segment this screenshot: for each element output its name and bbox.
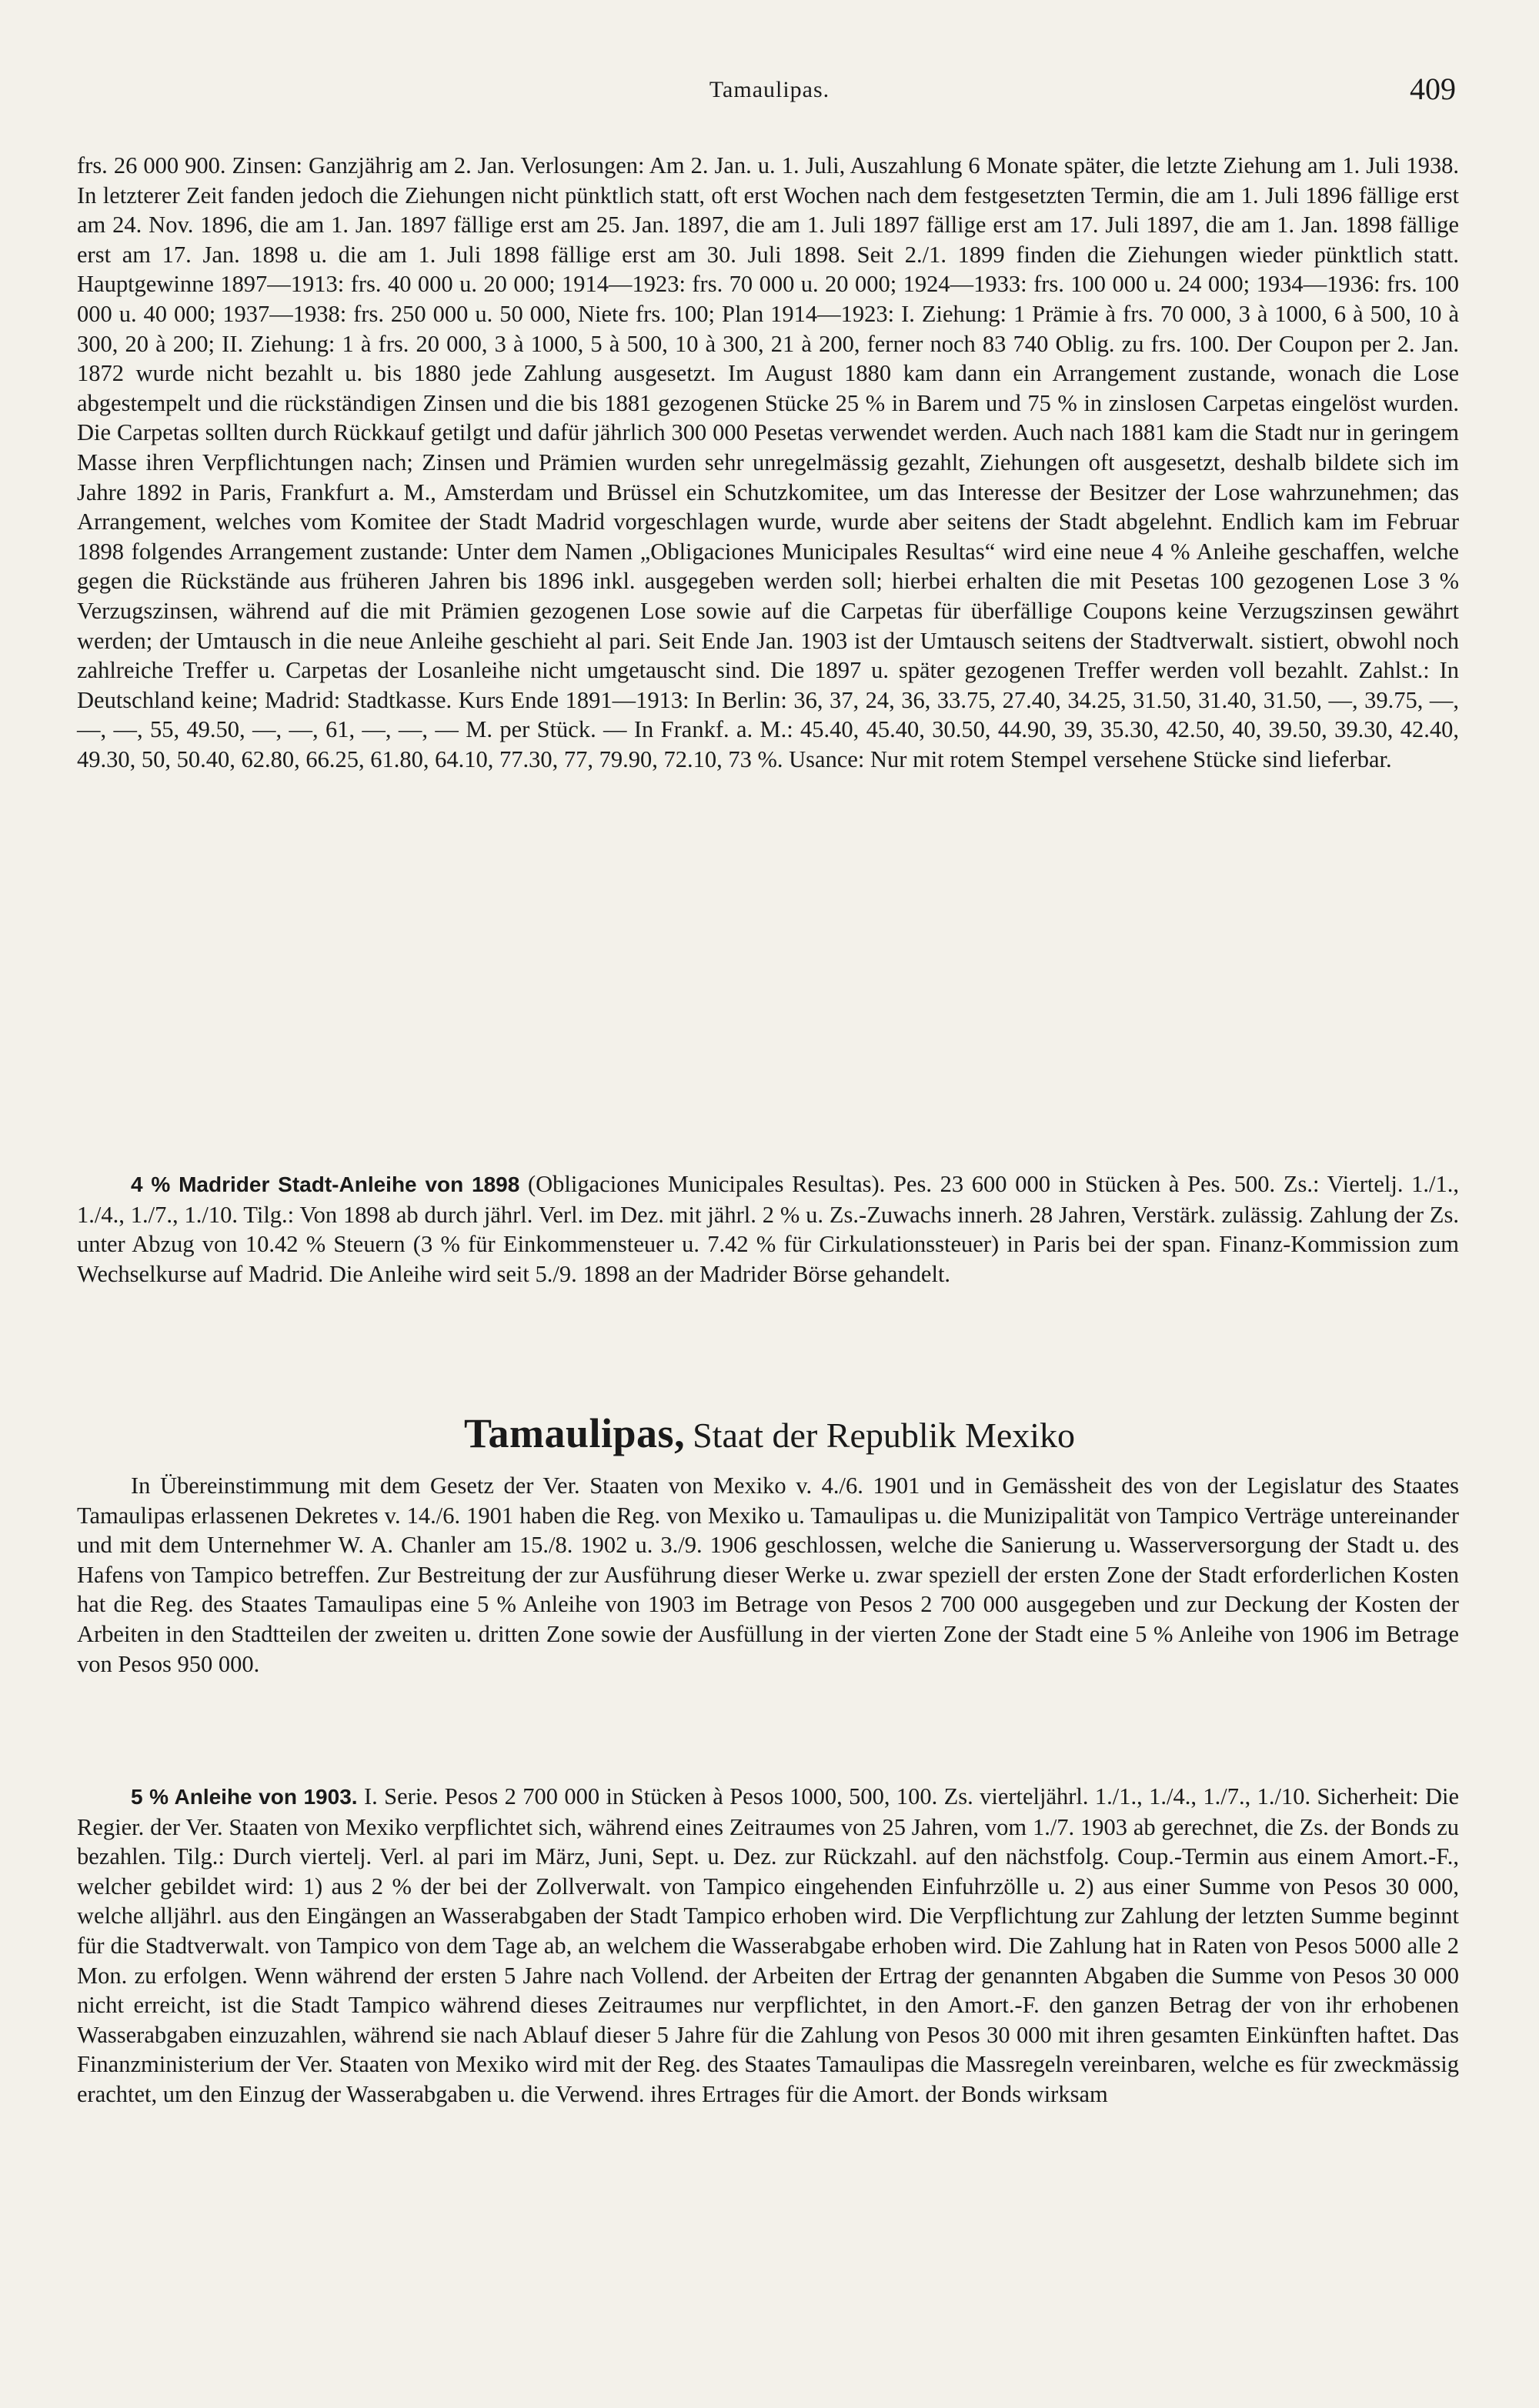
section-subtitle: Staat der Republik Mexiko — [693, 1416, 1076, 1455]
madrid-1898-loan-title: 4 % Madrider Stadt-Anleihe von 1898 — [131, 1172, 520, 1196]
tamaulipas-intro-paragraph: In Übereinstimmung mit dem Gesetz der Ver. Staaten von Mexiko v. 4./6. 1901 und in Gemässheit des von der Legislatur des Staates Tamaulipas erlassenen Dekretes v. 14./6. 1901 haben die Reg. von Mexiko u. Tamaulipas u. die Munizipalität von Tampico Verträge untereinander und mit dem Unternehmer W. A. Chanler am 15./8. 1902 u. 3./9. 1906 geschlossen, welche die Sanierung u. Wasserversorgung der Stadt u. des Hafens von Tampico betreffen. Zur Bestreitung der zur Ausführung dieser Werke u. zwar speziell der ersten Zone der Stadt erforderlichen Kosten hat die Reg. des Staates Tamaulipas eine 5 % Anleihe von 1903 im Betrage von Pesos 2 700 000 ausgegeben und zur Deckung der Kosten der Arbeiten in den Stadtteilen der zweiten u. dritten Zone sowie der Ausfüllung in der vierten Zone der Stadt eine 5 % Anleihe von 1906 im Betrage von Pesos 950 000. — [77, 1472, 1459, 1677]
tamaulipas-loan-title: 5 % Anleihe von 1903. — [131, 1785, 358, 1809]
madrid-1898-loan-paragraph — [77, 1169, 1459, 1289]
page-number: 409 — [1410, 72, 1456, 106]
section-heading — [77, 1409, 1462, 1457]
madrid-1898-loan-body: (Obligaciones Municipales Resultas). Pes. 23 600 000 in Stücken à Pes. 500. Zs.: Viertelj. 1./1., 1./4., 1./7., 1./10. Tilg.: Von 1898 ab durch jährl. Verl. im Dez. mit jährl. 2 % u. Zs.-Zuwachs innerh. 28 Jahren, Verstärk. zulässig. Zahlung der Zs. unter Abzug von 10.42 % Steuern (3 % für Einkommensteuer u. 7.42 % für Cirkulationssteuer) in Paris bei der span. Finanz-Kommission zum Wechselkurse auf Madrid. Die Anleihe wird seit 5./9. 1898 an der Madrider Börse gehandelt. — [77, 1171, 1459, 1287]
madrid-lottery-loan-paragraph: frs. 26 000 900. Zinsen: Ganzjährig am 2. Jan. Verlosungen: Am 2. Jan. u. 1. Juli, Auszahlung 6 Monate später, die letzte Ziehung am 1. Juli 1938. In letzterer Zeit fanden jedoch die Ziehungen nicht pünktlich statt, oft erst Wochen nach dem festgesetzten Termin, die am 1. Juli 1896 fällige erst am 24. Nov. 1896, die am 1. Jan. 1897 fällige erst am 25. Jan. 1897, die am 1. Juli 1897 fällige erst am 17. Juli 1897, die am 1. Jan. 1898 fällige erst am 17. Jan. 1898 u. die am 1. Juli 1898 fällige erst am 30. Juli 1898. Seit 2./1. 1899 finden die Ziehungen wieder pünktlich statt. Hauptgewinne 1897—1913: frs. 40 000 u. 20 000; 1914—1923: frs. 70 000 u. 20 000; 1924—1933: frs. 100 000 u. 24 000; 1934—1936: frs. 100 000 u. 40 000; 1937—1938: frs. 250 000 u. 50 000, Niete frs. 100; Plan 1914—1923: I. Ziehung: 1 Prämie à frs. 70 000, 3 à 1000, 6 à 500, 10 à 300, 20 à 200; II. Ziehung: 1 à frs. 20 000, 3 à 1000, 5 à 500, 10 à 300, 21 à 200, ferner noch 83 740 Oblig. zu frs. 100. Der Coupon per 2. Jan. 1872 wurde nicht bezahlt u. bis 1880 jede Zahlung ausgesetzt. Im August 1880 kam dann ein Arrangement zustande, wonach die Lose abgestempelt und die rückständigen Zinsen und die bis 1881 gezogenen Stücke 25 % in Barem und 75 % in zinslosen Carpetas eingelöst wurden. Die Carpetas sollten durch Rückkauf getilgt und dafür jährlich 300 000 Pesetas verwendet werden. Auch nach 1881 kam die Stadt nur in geringem Masse ihren Verpflichtungen nach; Zinsen und Prämien wurden sehr unregelmässig gezahlt, Ziehungen oft ausgesetzt, deshalb bildete sich im Jahre 1892 in Paris, Frankfurt a. M., Amsterdam und Brüssel ein Schutzkomitee, um das Interesse der Besitzer der Lose wahrzunehmen; das Arrangement, welches vom Komitee der Stadt Madrid vorgeschlagen wurde, wurde aber seitens der Stadt abgelehnt. Endlich kam im Februar 1898 folgendes Arrangement zustande: Unter dem Namen „Obligaciones Municipales Resultas“ wird eine neue 4 % Anleihe geschaffen, welche gegen die Rückstände aus früheren Jahren bis 1896 inkl. ausgegeben werden soll; hierbei erhalten die mit Pesetas 100 gezogenen Lose 3 % Verzugszinsen, während auf die mit Prämien gezogenen Lose sowie auf die Carpetas für überfällige Coupons keine Verzugszinsen gewährt werden; der Umtausch in die neue Anleihe geschieht al pari. Seit Ende Jan. 1903 ist der Umtausch seitens der Stadtverwalt. sistiert, obwohl noch zahlreiche Treffer u. Carpetas der Losanleihe nicht umgetauscht sind. Die 1897 u. später gezogenen Treffer werden voll bezahlt. Zahlst.: In Deutschland keine; Madrid: Stadtkasse. Kurs Ende 1891—1913: In Berlin: 36, 37, 24, 36, 33.75, 27.40, 34.25, 31.50, 31.40, 31.50, —, 39.75, —, —, —, 55, 49.50, —, —, 61, —, —, — M. per Stück. — In Frankf. a. M.: 45.40, 45.40, 30.50, 44.90, 39, 35.30, 42.50, 40, 39.50, 39.30, 42.40, 49.30, 50, 50.40, 62.80, 66.25, 61.80, 64.10, 77.30, 77, 79.90, 72.10, 73 %. Usance: Nur mit rotem Stempel versehene Stücke sind lieferbar. — [77, 152, 1459, 772]
running-title: Tamaulipas. — [709, 77, 830, 102]
tamaulipas-loan-paragraph — [77, 1782, 1459, 2110]
tamaulipas-loan-body: I. Serie. Pesos 2 700 000 in Stücken à Pesos 1000, 500, 100. Zs. vierteljährl. 1./1., 1./4., 1./7., 1./10. Sicherheit: Die Regier. der Ver. Staaten von Mexiko verpflichtet sich, während eines Zeitraumes von 25 Jahren, vom 1./7. 1903 ab gerechnet, die Zs. der Bonds zu bezahlen. Tilg.: Durch viertelj. Verl. al pari im März, Juni, Sept. u. Dez. zur Rückzahl. auf den nächstfolg. Coup.-Termin aus einem Amort.-F., welcher gebildet wird: 1) aus 2 % der bei der Zollverwalt. von Tampico eingehenden Einfuhrzölle u. 2) aus einer Summe von Pesos 30 000, welche alljährl. aus den Eingängen an Wasserabgaben der Stadt Tampico erhoben wird. Die Verpflichtung zur Zahlung der letzten Summe beginnt für die Stadtverwalt. von Tampico von dem Tage ab, an welchem die Wasserabgabe erhoben wird. Die Zahlung hat in Raten von Pesos 5000 alle 2 Mon. zu erfolgen. Wenn während der ersten 5 Jahre nach Vollend. der Arbeiten der Ertrag der genannten Abgaben die Summe von Pesos 30 000 nicht erreicht, ist die Stadt Tampico während dieses Zeitraumes nur verpflichtet, in den Amort.-F. den ganzen Betrag der von ihr erhobenen Wasserabgaben einzuzahlen, während sie nach Ablauf dieser 5 Jahre für die Zahlung von Pesos 30 000 mit ihren gesamten Einkünften haftet. Das Finanzministerium der Ver. Staaten von Mexiko wird mit der Reg. des Staates Tamaulipas die Massregeln vereinbaren, welche es für zweckmässig erachtet, um den Einzug der Wasserabgaben u. die Verwend. ihres Ertrages für die Amort. der Bonds wirksam — [77, 1783, 1459, 2107]
running-head — [77, 71, 1462, 117]
section-title: Tamaulipas, — [463, 1410, 686, 1456]
